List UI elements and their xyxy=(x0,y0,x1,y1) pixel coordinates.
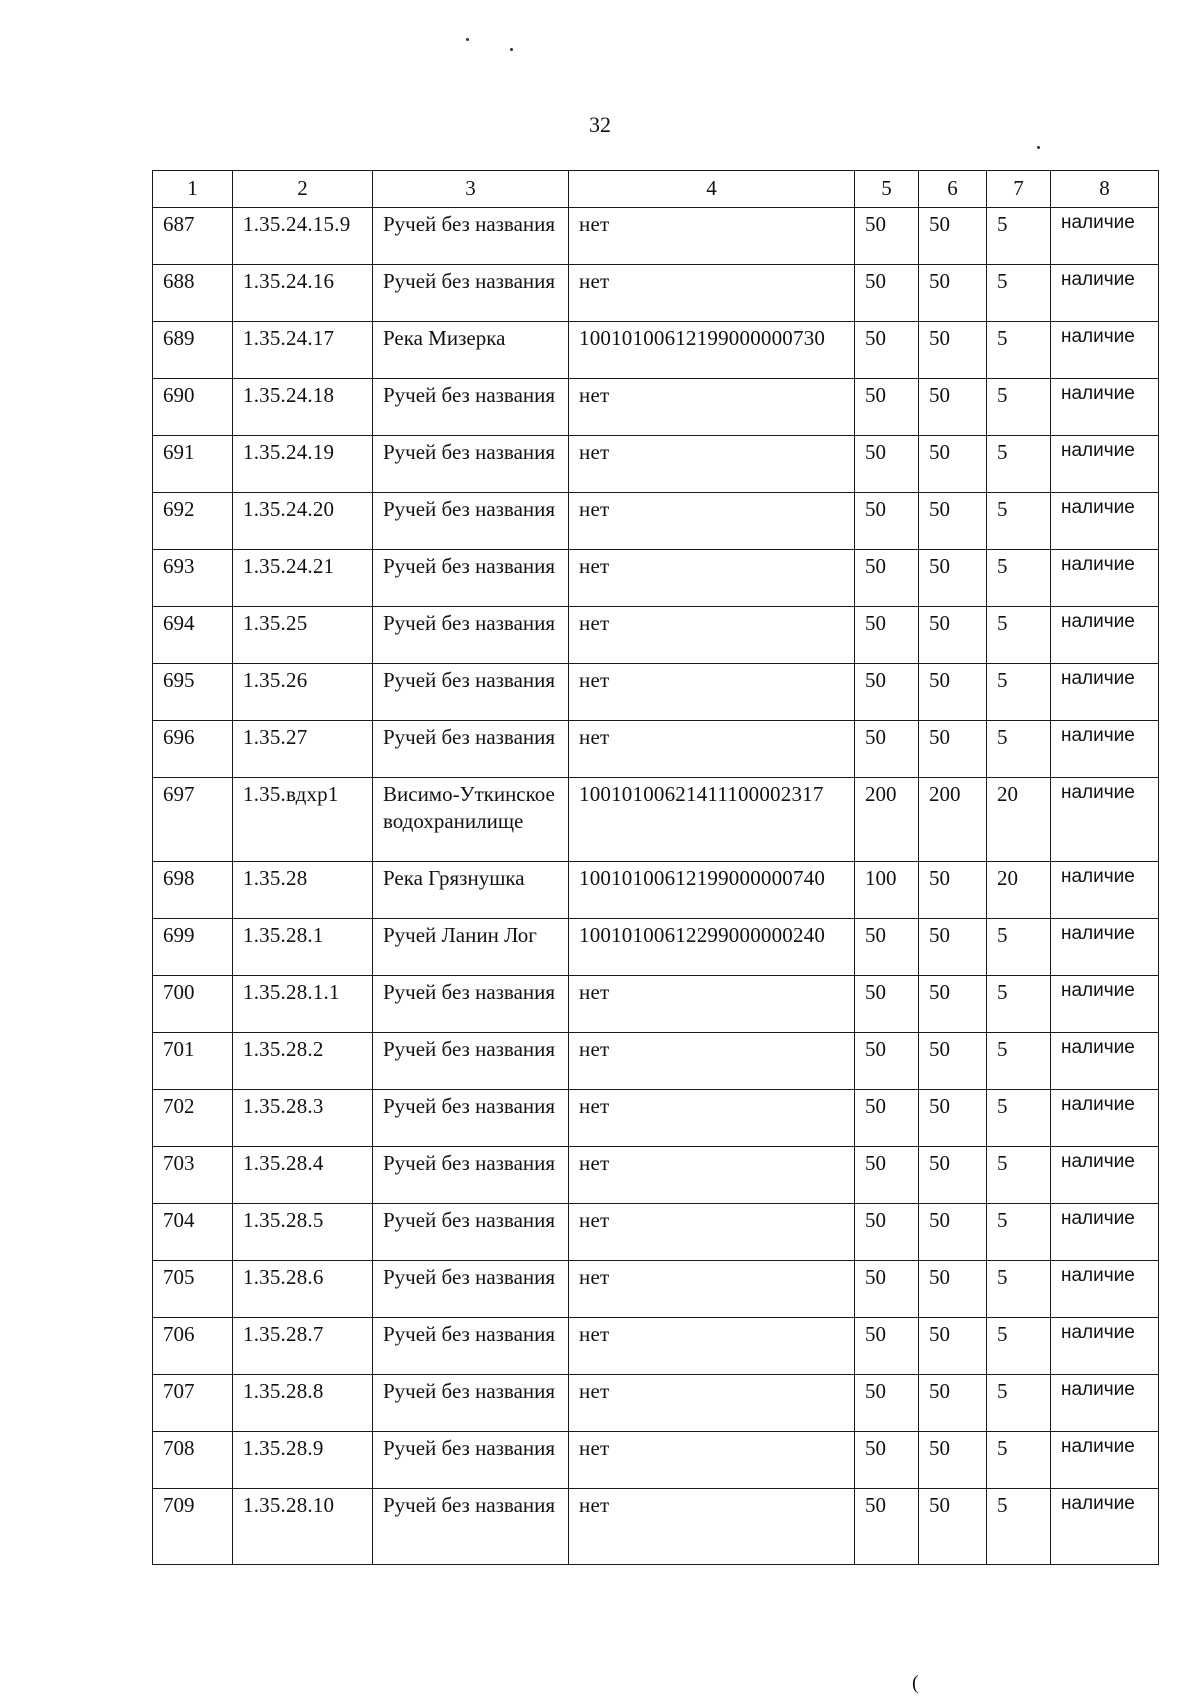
value-col7-cell: 5 xyxy=(987,1204,1051,1261)
status-cell: наличие xyxy=(1051,721,1159,778)
row-number-cell: 701 xyxy=(153,1033,233,1090)
registry-code-cell: нет xyxy=(569,1147,855,1204)
table-row xyxy=(153,1432,1159,1489)
table-body xyxy=(153,208,1159,1565)
object-code-cell: 1.35.28.5 xyxy=(233,1204,373,1261)
column-header: 7 xyxy=(987,171,1051,208)
value-col7-cell: 5 xyxy=(987,436,1051,493)
value-col6-cell: 50 xyxy=(919,265,987,322)
status-cell: наличие xyxy=(1051,1432,1159,1489)
registry-code-cell: 10010100612199000000740 xyxy=(569,862,855,919)
table-row xyxy=(153,664,1159,721)
row-number-cell: 696 xyxy=(153,721,233,778)
footer-mark: ( xyxy=(912,1672,919,1694)
status-cell: наличие xyxy=(1051,322,1159,379)
value-col5-cell: 50 xyxy=(855,721,919,778)
row-number-cell: 702 xyxy=(153,1090,233,1147)
status-cell: наличие xyxy=(1051,436,1159,493)
table-row xyxy=(153,919,1159,976)
column-header: 5 xyxy=(855,171,919,208)
object-code-cell: 1.35.26 xyxy=(233,664,373,721)
object-name-cell: Ручей без названия xyxy=(373,976,569,1033)
status-cell: наличие xyxy=(1051,1204,1159,1261)
object-code-cell: 1.35.24.16 xyxy=(233,265,373,322)
value-col6-cell: 50 xyxy=(919,1204,987,1261)
value-col6-cell: 50 xyxy=(919,1432,987,1489)
object-name-cell: Ручей без названия xyxy=(373,493,569,550)
value-col6-cell: 50 xyxy=(919,919,987,976)
status-cell: наличие xyxy=(1051,862,1159,919)
object-code-cell: 1.35.28.3 xyxy=(233,1090,373,1147)
value-col5-cell: 50 xyxy=(855,1375,919,1432)
status-cell: наличие xyxy=(1051,493,1159,550)
table-row xyxy=(153,1489,1159,1565)
row-number-cell: 689 xyxy=(153,322,233,379)
value-col5-cell: 50 xyxy=(855,322,919,379)
object-code-cell: 1.35.24.19 xyxy=(233,436,373,493)
column-header: 4 xyxy=(569,171,855,208)
status-cell: наличие xyxy=(1051,976,1159,1033)
value-col6-cell: 50 xyxy=(919,550,987,607)
value-col7-cell: 5 xyxy=(987,550,1051,607)
table-row xyxy=(153,721,1159,778)
object-name-cell: Река Мизерка xyxy=(373,322,569,379)
row-number-cell: 693 xyxy=(153,550,233,607)
value-col7-cell: 5 xyxy=(987,976,1051,1033)
object-name-cell: Ручей без названия xyxy=(373,1033,569,1090)
status-cell: наличие xyxy=(1051,379,1159,436)
status-cell: наличие xyxy=(1051,1375,1159,1432)
registry-code-cell: нет xyxy=(569,493,855,550)
value-col7-cell: 5 xyxy=(987,1489,1051,1565)
value-col6-cell: 50 xyxy=(919,607,987,664)
object-name-cell: Ручей без названия xyxy=(373,436,569,493)
registry-code-cell: нет xyxy=(569,976,855,1033)
row-number-cell: 691 xyxy=(153,436,233,493)
registry-code-cell: нет xyxy=(569,1204,855,1261)
status-cell: наличие xyxy=(1051,550,1159,607)
value-col6-cell: 50 xyxy=(919,493,987,550)
status-cell: наличие xyxy=(1051,1318,1159,1375)
object-code-cell: 1.35.24.15.9 xyxy=(233,208,373,265)
value-col5-cell: 50 xyxy=(855,379,919,436)
registry-code-cell: нет xyxy=(569,1090,855,1147)
table-row xyxy=(153,1318,1159,1375)
registry-code-cell: нет xyxy=(569,664,855,721)
value-col7-cell: 5 xyxy=(987,1432,1051,1489)
registry-code-cell: нет xyxy=(569,1318,855,1375)
registry-code-cell: нет xyxy=(569,1033,855,1090)
table-row xyxy=(153,1261,1159,1318)
value-col7-cell: 5 xyxy=(987,1090,1051,1147)
status-cell: наличие xyxy=(1051,1261,1159,1318)
row-number-cell: 694 xyxy=(153,607,233,664)
value-col6-cell: 50 xyxy=(919,379,987,436)
value-col6-cell: 50 xyxy=(919,208,987,265)
table-row xyxy=(153,1033,1159,1090)
column-header: 1 xyxy=(153,171,233,208)
table-row xyxy=(153,208,1159,265)
value-col6-cell: 50 xyxy=(919,1261,987,1318)
table-row xyxy=(153,1147,1159,1204)
object-name-cell: Ручей без названия xyxy=(373,1318,569,1375)
value-col6-cell: 50 xyxy=(919,976,987,1033)
value-col6-cell: 50 xyxy=(919,1090,987,1147)
scan-speck xyxy=(510,48,513,51)
table-row xyxy=(153,379,1159,436)
object-name-cell: Река Грязнушка xyxy=(373,862,569,919)
object-name-cell: Ручей без названия xyxy=(373,1147,569,1204)
value-col5-cell: 50 xyxy=(855,1147,919,1204)
object-code-cell: 1.35.вдхр1 xyxy=(233,778,373,862)
object-code-cell: 1.35.27 xyxy=(233,721,373,778)
status-cell: наличие xyxy=(1051,664,1159,721)
object-name-cell: Ручей без названия xyxy=(373,379,569,436)
table-row xyxy=(153,550,1159,607)
column-header: 6 xyxy=(919,171,987,208)
table-row xyxy=(153,322,1159,379)
scan-speck xyxy=(466,38,469,41)
row-number-cell: 708 xyxy=(153,1432,233,1489)
registry-code-cell: 10010100612299000000240 xyxy=(569,919,855,976)
value-col6-cell: 50 xyxy=(919,1318,987,1375)
value-col5-cell: 50 xyxy=(855,919,919,976)
registry-code-cell: нет xyxy=(569,1489,855,1565)
status-cell: наличие xyxy=(1051,1147,1159,1204)
value-col6-cell: 50 xyxy=(919,1033,987,1090)
object-code-cell: 1.35.28.6 xyxy=(233,1261,373,1318)
row-number-cell: 699 xyxy=(153,919,233,976)
object-code-cell: 1.35.28.2 xyxy=(233,1033,373,1090)
object-code-cell: 1.35.28.4 xyxy=(233,1147,373,1204)
object-code-cell: 1.35.28.9 xyxy=(233,1432,373,1489)
row-number-cell: 707 xyxy=(153,1375,233,1432)
column-header: 8 xyxy=(1051,171,1159,208)
value-col5-cell: 200 xyxy=(855,778,919,862)
object-code-cell: 1.35.25 xyxy=(233,607,373,664)
status-cell: наличие xyxy=(1051,778,1159,862)
registry-code-cell: нет xyxy=(569,436,855,493)
value-col6-cell: 50 xyxy=(919,1375,987,1432)
value-col5-cell: 50 xyxy=(855,1318,919,1375)
status-cell: наличие xyxy=(1051,265,1159,322)
row-number-cell: 705 xyxy=(153,1261,233,1318)
table-row xyxy=(153,493,1159,550)
row-number-cell: 706 xyxy=(153,1318,233,1375)
table-row xyxy=(153,607,1159,664)
value-col5-cell: 50 xyxy=(855,265,919,322)
value-col7-cell: 5 xyxy=(987,208,1051,265)
register-table xyxy=(152,170,1159,1565)
value-col7-cell: 5 xyxy=(987,664,1051,721)
value-col7-cell: 20 xyxy=(987,862,1051,919)
value-col6-cell: 50 xyxy=(919,664,987,721)
row-number-cell: 692 xyxy=(153,493,233,550)
object-code-cell: 1.35.24.20 xyxy=(233,493,373,550)
object-code-cell: 1.35.28 xyxy=(233,862,373,919)
value-col6-cell: 200 xyxy=(919,778,987,862)
row-number-cell: 690 xyxy=(153,379,233,436)
status-cell: наличие xyxy=(1051,1033,1159,1090)
value-col5-cell: 50 xyxy=(855,1090,919,1147)
value-col5-cell: 50 xyxy=(855,1261,919,1318)
object-name-cell: Ручей Ланин Лог xyxy=(373,919,569,976)
registry-code-cell: нет xyxy=(569,1261,855,1318)
value-col6-cell: 50 xyxy=(919,436,987,493)
object-name-cell: Ручей без названия xyxy=(373,1090,569,1147)
object-name-cell: Ручей без названия xyxy=(373,265,569,322)
value-col5-cell: 50 xyxy=(855,1204,919,1261)
value-col5-cell: 50 xyxy=(855,1033,919,1090)
registry-code-cell: нет xyxy=(569,1432,855,1489)
page-number: 32 xyxy=(589,112,611,137)
object-name-cell: Ручей без названия xyxy=(373,1432,569,1489)
registry-code-cell: 10010100612199000000730 xyxy=(569,322,855,379)
registry-code-cell: нет xyxy=(569,721,855,778)
object-code-cell: 1.35.28.10 xyxy=(233,1489,373,1565)
table-row xyxy=(153,976,1159,1033)
object-code-cell: 1.35.24.17 xyxy=(233,322,373,379)
object-code-cell: 1.35.28.1 xyxy=(233,919,373,976)
value-col7-cell: 5 xyxy=(987,1033,1051,1090)
object-code-cell: 1.35.28.7 xyxy=(233,1318,373,1375)
value-col7-cell: 5 xyxy=(987,1318,1051,1375)
value-col6-cell: 50 xyxy=(919,862,987,919)
value-col7-cell: 5 xyxy=(987,607,1051,664)
row-number-cell: 688 xyxy=(153,265,233,322)
status-cell: наличие xyxy=(1051,208,1159,265)
scan-speck xyxy=(1037,146,1040,149)
registry-code-cell: нет xyxy=(569,265,855,322)
object-code-cell: 1.35.24.18 xyxy=(233,379,373,436)
table-row xyxy=(153,862,1159,919)
row-number-cell: 695 xyxy=(153,664,233,721)
value-col7-cell: 5 xyxy=(987,493,1051,550)
column-header: 2 xyxy=(233,171,373,208)
row-number-cell: 703 xyxy=(153,1147,233,1204)
object-name-cell: Ручей без названия xyxy=(373,1261,569,1318)
header-row xyxy=(153,171,1159,208)
value-col6-cell: 50 xyxy=(919,1147,987,1204)
row-number-cell: 697 xyxy=(153,778,233,862)
row-number-cell: 698 xyxy=(153,862,233,919)
value-col5-cell: 50 xyxy=(855,493,919,550)
value-col6-cell: 50 xyxy=(919,322,987,379)
value-col6-cell: 50 xyxy=(919,721,987,778)
value-col7-cell: 20 xyxy=(987,778,1051,862)
value-col5-cell: 50 xyxy=(855,436,919,493)
row-number-cell: 700 xyxy=(153,976,233,1033)
object-name-cell: Ручей без названия xyxy=(373,664,569,721)
value-col5-cell: 50 xyxy=(855,208,919,265)
object-name-cell: Висимо-Уткинское водохранилище xyxy=(373,778,569,862)
registry-code-cell: нет xyxy=(569,208,855,265)
table-row xyxy=(153,1204,1159,1261)
value-col6-cell: 50 xyxy=(919,1489,987,1565)
row-number-cell: 709 xyxy=(153,1489,233,1565)
status-cell: наличие xyxy=(1051,607,1159,664)
table-row xyxy=(153,1375,1159,1432)
registry-code-cell: нет xyxy=(569,379,855,436)
value-col7-cell: 5 xyxy=(987,322,1051,379)
value-col7-cell: 5 xyxy=(987,1147,1051,1204)
object-name-cell: Ручей без названия xyxy=(373,721,569,778)
object-code-cell: 1.35.28.8 xyxy=(233,1375,373,1432)
registry-code-cell: нет xyxy=(569,1375,855,1432)
value-col5-cell: 50 xyxy=(855,976,919,1033)
registry-code-cell: 10010100621411100002317 xyxy=(569,778,855,862)
value-col5-cell: 50 xyxy=(855,664,919,721)
status-cell: наличие xyxy=(1051,1090,1159,1147)
object-code-cell: 1.35.24.21 xyxy=(233,550,373,607)
status-cell: наличие xyxy=(1051,919,1159,976)
column-header: 3 xyxy=(373,171,569,208)
value-col5-cell: 50 xyxy=(855,550,919,607)
table-row xyxy=(153,436,1159,493)
object-name-cell: Ручей без названия xyxy=(373,1375,569,1432)
object-name-cell: Ручей без названия xyxy=(373,1204,569,1261)
value-col5-cell: 50 xyxy=(855,1489,919,1565)
registry-code-cell: нет xyxy=(569,550,855,607)
object-name-cell: Ручей без названия xyxy=(373,607,569,664)
row-number-cell: 687 xyxy=(153,208,233,265)
value-col7-cell: 5 xyxy=(987,721,1051,778)
status-cell: наличие xyxy=(1051,1489,1159,1565)
value-col7-cell: 5 xyxy=(987,379,1051,436)
value-col7-cell: 5 xyxy=(987,1375,1051,1432)
value-col7-cell: 5 xyxy=(987,1261,1051,1318)
registry-code-cell: нет xyxy=(569,607,855,664)
object-name-cell: Ручей без названия xyxy=(373,550,569,607)
object-name-cell: Ручей без названия xyxy=(373,1489,569,1565)
value-col5-cell: 100 xyxy=(855,862,919,919)
row-number-cell: 704 xyxy=(153,1204,233,1261)
table-row xyxy=(153,1090,1159,1147)
object-code-cell: 1.35.28.1.1 xyxy=(233,976,373,1033)
table-row xyxy=(153,778,1159,862)
value-col5-cell: 50 xyxy=(855,607,919,664)
value-col5-cell: 50 xyxy=(855,1432,919,1489)
value-col7-cell: 5 xyxy=(987,919,1051,976)
object-name-cell: Ручей без названия xyxy=(373,208,569,265)
table-row xyxy=(153,265,1159,322)
value-col7-cell: 5 xyxy=(987,265,1051,322)
